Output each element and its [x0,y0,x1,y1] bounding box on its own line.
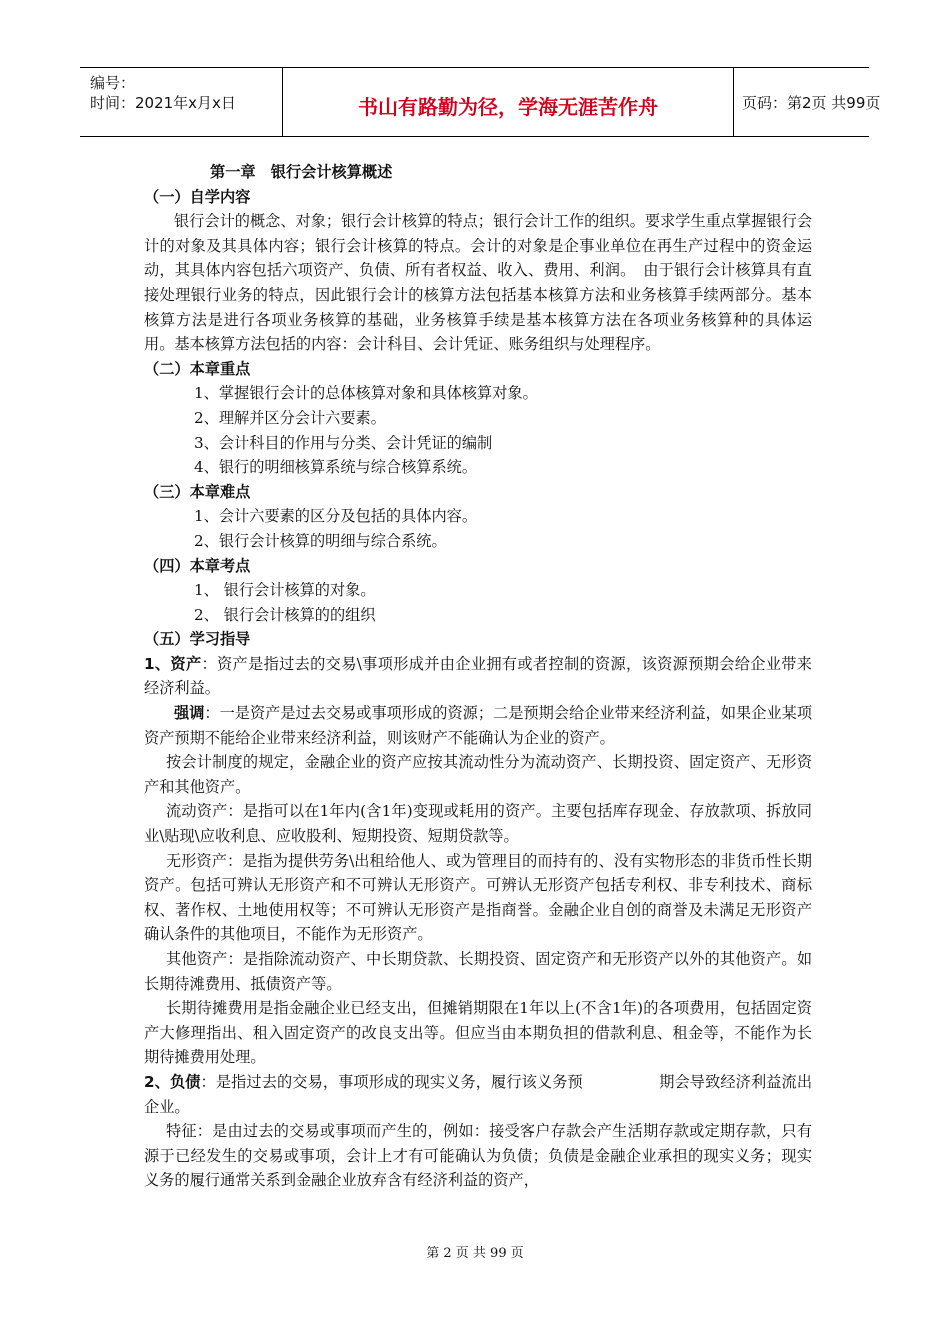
section-heading-exam-points: （四）本章考点 [144,556,251,575]
page-footer: 第 2 页 共 99 页 [426,1246,524,1261]
section-heading-key-points: （二）本章重点 [144,359,251,378]
section-heading-difficulties: （三）本章难点 [144,482,251,501]
liability-term: 2、负债 [144,1072,201,1091]
chapter-title: 第一章 银行会计核算概述 [210,163,393,181]
asset-definition [144,652,812,701]
document-body [144,160,812,1193]
self-study-paragraph: 银行会计的概念、对象；银行会计核算的特点；银行会计工作的组织。要求学生重点掌握银行会计的对象及其具体内容；银行会计核算的特点。会计的对象是企事业单位在再生产过程中的资金运动，其具体内容包括六项资产、负债、所有者权益、收入、费用、利润。 由于银行会计核算具有直接处理银行业务的特点，因此银行会计的核算方法包括基本核算方法和业务核算手续两部分。基本核算方法是进行各项业务核算的基础，业务核算手续是基本核算方法在各项业务核算种的具体运用。基本核算方法包括的内容：会计科目、会计凭证、账务组织与处理程序。 [144,212,812,354]
intangible-assets-paragraph: 无形资产：是指为提供劳务\出租给他人、或为管理目的而持有的、没有实物形态的非货币性长期资产。包括可辨认无形资产和不可辨认无形资产。可辨认无形资产包括专利权、非专利技术、商标权、著作权、土地使用权等；不可辨认无形资产是指商誉。金融企业自创的商誉及未满足无形资产确认条件的其他项目，不能作为无形资产。 [144,851,812,944]
key-point-item: 2、理解并区分会计六要素。 [194,408,386,427]
header-meta-cell [80,68,283,136]
other-assets-paragraph: 其他资产：是指除流动资产、中长期贷款、长期投资、固定资产和无形资产以外的其他资产。如长期待滩费用、抵债资产等。 [144,950,812,993]
emphasis-term: 强调 [174,704,205,723]
asset-classification-paragraph: 按会计制度的规定，金融企业的资产应按其流动性分为流动资产、长期投资、固定资产、无形资产和其他资产。 [144,753,812,796]
liability-definition-text: ：是指过去的交易，事项形成的现实义务，履行该义务预 期会导致经济利益流出企业。 [144,1072,813,1116]
doc-number-label: 编号： [90,74,136,92]
exam-point-item: 2、 银行会计核算的的组织 [194,605,376,624]
section-heading-self-study: （一）自学内容 [144,187,251,206]
difficulty-item: 1、会计六要素的区分及包括的具体内容。 [194,507,478,526]
header-motto: 书山有路勤为径，学海无涯苦作舟 [358,95,658,119]
exam-point-item: 1、 银行会计核算的对象。 [194,581,376,600]
emphasis-text: ：一是资产是过去交易或事项形成的资源；二是预期会给企业带来经济利益，如果企业某项资产预期不能给企业带来经济利益，则该财产不能确认为企业的资产。 [144,704,813,747]
key-point-item: 1、掌握银行会计的总体核算对象和具体核算对象。 [194,384,538,403]
liability-features-paragraph: 特征：是由过去的交易或事项而产生的，例如：接受客户存款会产生活期存款或定期存款，只有源于已经发生的交易或事项，会计上才有可能确认为负债；负债是金融企业承担的现实义务；现实义务的履行通常关系到金融企业放弃含有经济利益的资产， [144,1122,812,1190]
header-page-cell [734,68,881,136]
difficulty-item: 2、银行会计核算的明细与综合系统。 [194,531,447,550]
doc-date-label: 时间：2021年x月x日 [90,94,236,112]
header-table [80,67,881,137]
section-heading-guidance: （五）学习指导 [144,630,251,649]
emphasis-paragraph [144,701,812,750]
header-page-label: 页码：第2页 共99页 [742,94,881,112]
current-assets-paragraph: 流动资产：是指可以在1年内(含1年)变现或耗用的资产。主要包括库存现金、存放款项、拆放同业\贴现\应收利息、应收股利、短期投资、短期贷款等。 [144,802,812,846]
key-point-item: 4、银行的明细核算系统与综合核算系统。 [194,458,478,477]
asset-term: 1、资产 [144,654,202,673]
liability-definition [144,1070,812,1119]
key-point-item: 3、会计科目的作用与分类、会计凭证的编制 [194,433,493,452]
deferred-expenses-paragraph: 长期待摊费用是指金融企业已经支出，但摊销期限在1年以上(不含1年)的各项费用，包括固定资产大修理指出、租入固定资产的改良支出等。但应当由本期负担的借款利息、租金等，不能作为长期待摊费用处理。 [144,999,812,1067]
header-motto-cell [283,68,734,136]
asset-definition-text: ：资产是指过去的交易\事项形成并由企业拥有或者控制的资源，该资源预期会给企业带来经济利益。 [144,654,812,698]
